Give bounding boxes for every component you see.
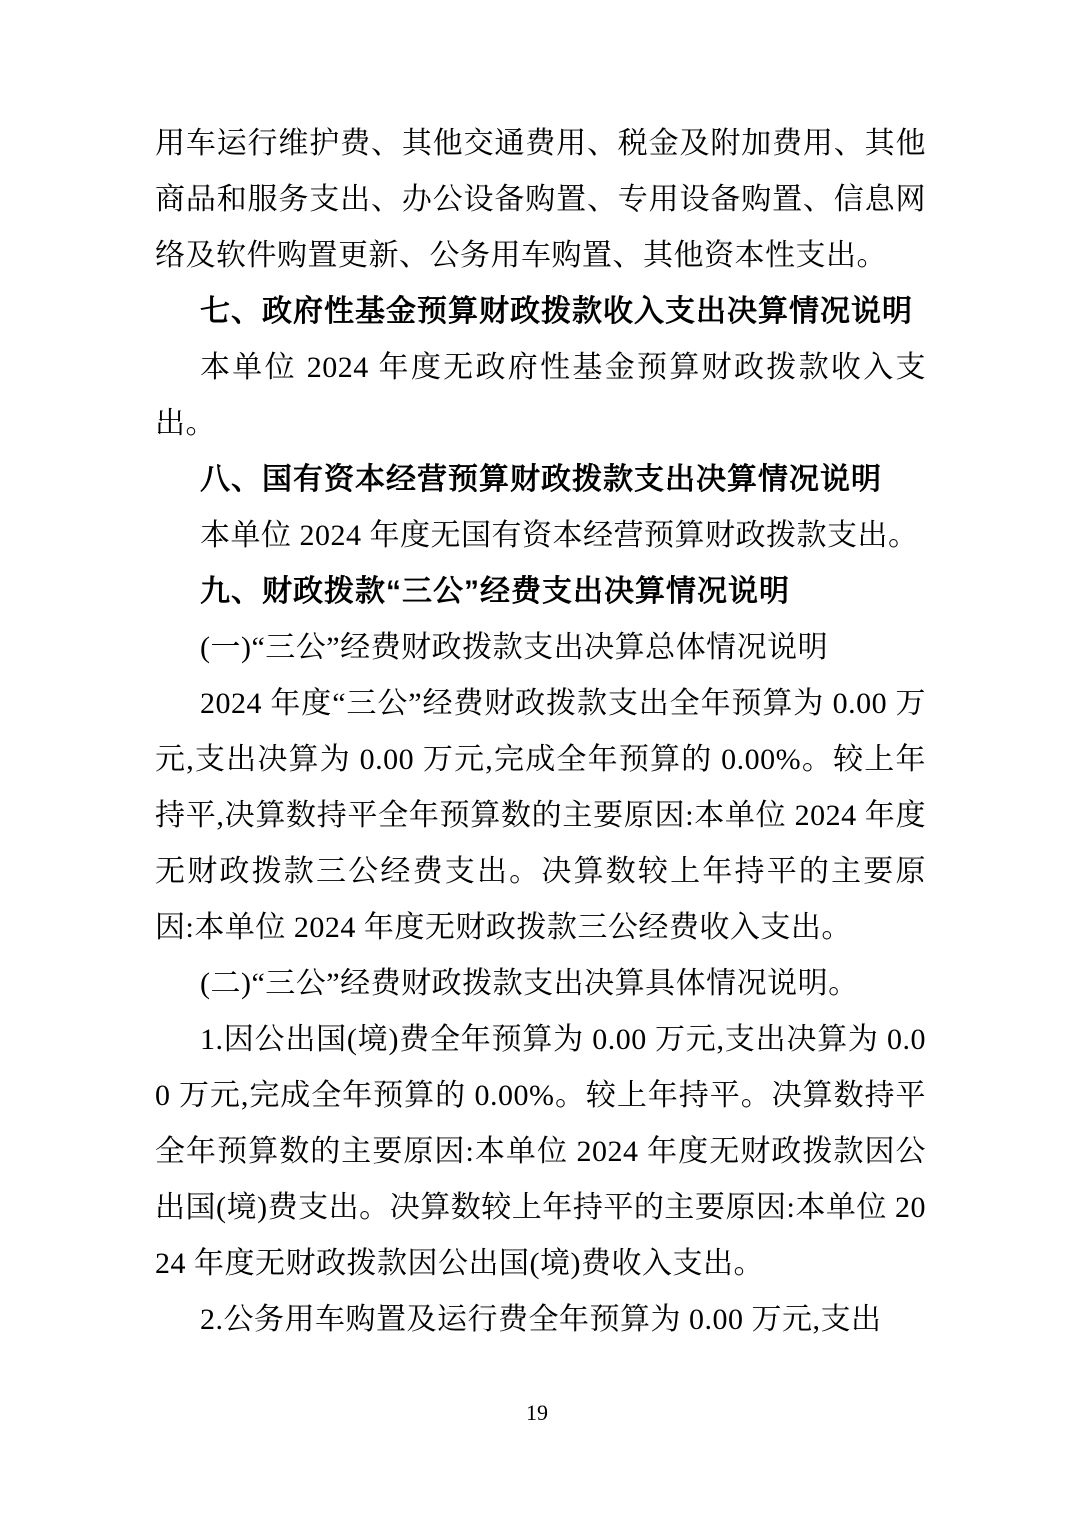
section-heading: 八、国有资本经营预算财政拨款支出决算情况说明 — [200, 463, 882, 496]
body-paragraph: 2.公务用车购置及运行费全年预算为 0.00 万元,支出 — [200, 1303, 882, 1336]
section-heading: 九、财政拨款“三公”经费支出决算情况说明 — [200, 575, 790, 608]
sub-heading: (二)“三公”经费财政拨款支出决算具体情况说明。 — [200, 967, 859, 1000]
body-paragraph: 本单位 2024 年度无国有资本经营预算财政拨款支出。 — [200, 519, 919, 552]
page-footer — [0, 1400, 1074, 1426]
document-body — [155, 116, 926, 1348]
sub-heading: (一)“三公”经费财政拨款支出决算总体情况说明 — [200, 631, 829, 664]
section-heading: 七、政府性基金预算财政拨款收入支出决算情况说明 — [200, 295, 913, 328]
body-paragraph: 2024 年度“三公”经费财政拨款支出全年预算为 0.00 万元,支出决算为 0.00 万元,完成全年预算的 0.00%。较上年持平,决算数持平全年预算数的主要原因:本单位 2024 年度无财政拨款三公经费支出。决算数较上年持平的主要原因:本单位 2024 年度无财政拨款三公经费收入支出。 — [155, 687, 926, 944]
page-number: 19 — [526, 1400, 548, 1425]
body-paragraph-continuation: 用车运行维护费、其他交通费用、税金及附加费用、其他商品和服务支出、办公设备购置、专用设备购置、信息网络及软件购置更新、公务用车购置、其他资本性支出。 — [155, 127, 926, 272]
body-paragraph: 本单位 2024 年度无政府性基金预算财政拨款收入支出。 — [155, 351, 926, 440]
body-paragraph: 1.因公出国(境)费全年预算为 0.00 万元,支出决算为 0.00 万元,完成全年预算的 0.00%。较上年持平。决算数持平全年预算数的主要原因:本单位 2024 年度无财政拨款因公出国(境)费支出。决算数较上年持平的主要原因:本单位 2024 年度无财政拨款因公出国(境)费收入支出。 — [155, 1023, 926, 1280]
